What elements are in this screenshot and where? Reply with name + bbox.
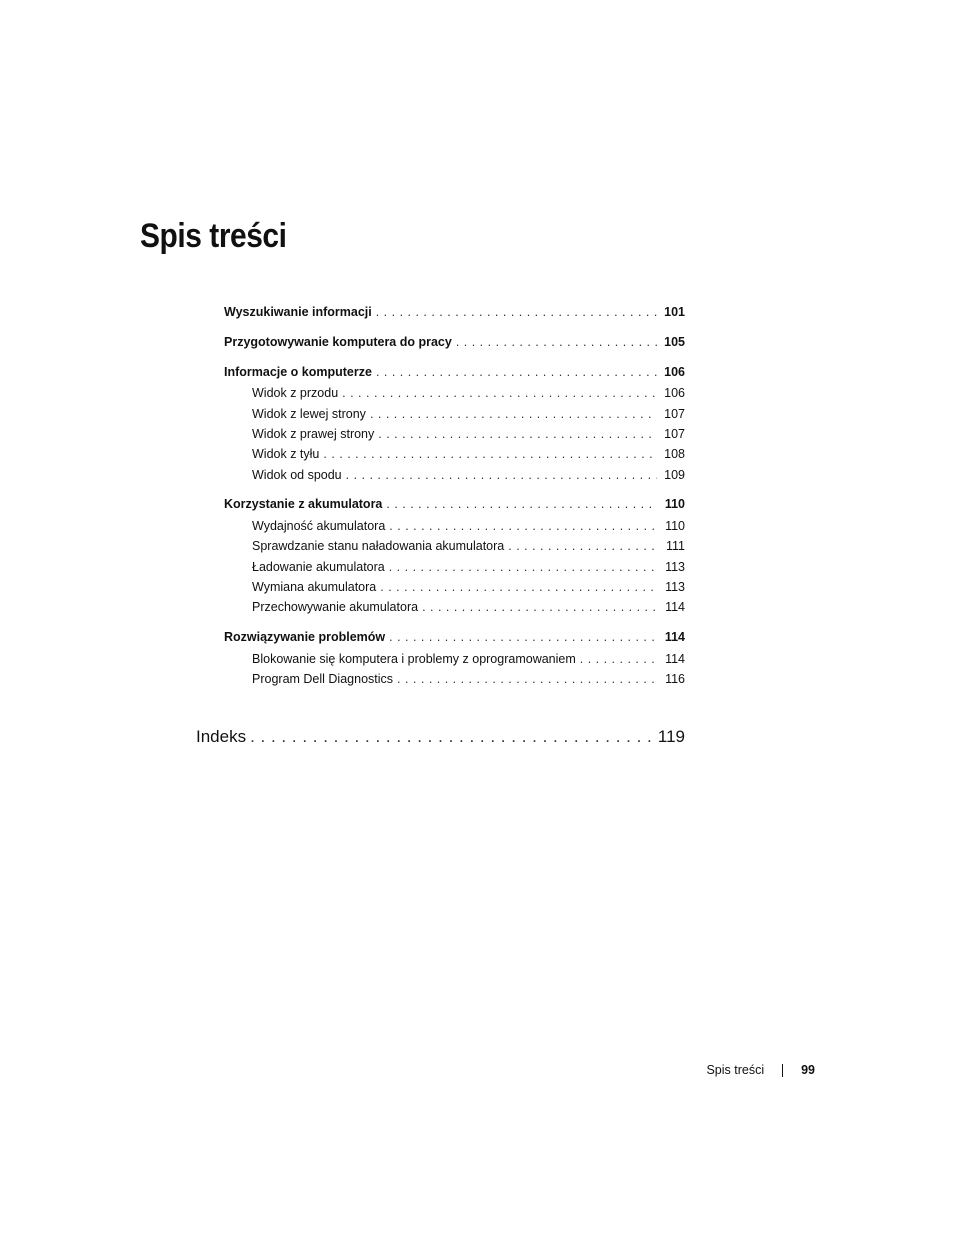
toc-dot-leader bbox=[378, 424, 657, 444]
toc-entry-page: 106 bbox=[664, 386, 685, 400]
toc-entry-wyszukiwanie-informacji[interactable] bbox=[224, 302, 685, 322]
toc-entry-blokowanie-sie-komputera[interactable] bbox=[252, 649, 685, 669]
toc-dot-leader bbox=[376, 362, 657, 382]
toc-entry-widok-z-przodu[interactable] bbox=[252, 383, 685, 403]
toc-entry-page: 105 bbox=[664, 335, 685, 349]
toc-dot-leader bbox=[346, 465, 657, 485]
footer-separator bbox=[782, 1064, 783, 1077]
toc-entry-page: 110 bbox=[665, 519, 685, 533]
toc-entry-wymiana-akumulatora[interactable] bbox=[252, 577, 685, 597]
toc-dot-leader bbox=[580, 649, 657, 669]
toc-dot-leader bbox=[397, 669, 657, 689]
toc-dot-leader bbox=[376, 302, 657, 322]
toc-dot-leader bbox=[389, 516, 657, 536]
footer-page-number: 99 bbox=[801, 1063, 815, 1077]
toc-entry-title: Wymiana akumulatora bbox=[252, 580, 377, 594]
toc-entry-ladowanie-akumulatora[interactable] bbox=[252, 557, 685, 577]
footer-section-label: Spis treści bbox=[706, 1063, 765, 1077]
toc-entry-page: 109 bbox=[664, 468, 685, 482]
toc-entry-page: 119 bbox=[657, 727, 685, 746]
page-footer bbox=[700, 1060, 815, 1080]
toc-entry-widok-od-spodu[interactable] bbox=[252, 465, 685, 485]
toc-dot-leader bbox=[508, 536, 657, 556]
toc-entry-page: 113 bbox=[665, 560, 685, 574]
toc-entry-wydajnosc-akumulatora[interactable] bbox=[252, 516, 685, 536]
toc-entry-page: 116 bbox=[665, 672, 685, 686]
toc-entry-title: Widok z prawej strony bbox=[252, 427, 375, 441]
toc-entry-rozwiazywanie-problemow[interactable] bbox=[224, 627, 685, 647]
toc-entry-page: 108 bbox=[664, 447, 685, 461]
toc-entry-page: 106 bbox=[664, 365, 685, 379]
toc-entry-title: Wydajność akumulatora bbox=[252, 519, 386, 533]
toc-entry-page: 107 bbox=[664, 407, 685, 421]
toc-dot-leader bbox=[389, 627, 657, 647]
toc-dot-leader bbox=[250, 724, 652, 750]
toc-entry-title: Widok z tyłu bbox=[252, 447, 320, 461]
toc-entry-page: 114 bbox=[665, 600, 685, 614]
toc-dot-leader bbox=[380, 577, 657, 597]
toc-entry-page: 113 bbox=[665, 580, 685, 594]
toc-dot-leader bbox=[386, 494, 657, 514]
toc-entry-title: Widok od spodu bbox=[252, 468, 342, 482]
toc-entry-przechowywanie-akumulatora[interactable] bbox=[252, 597, 685, 617]
toc-entry-title: Indeks bbox=[196, 727, 247, 746]
toc-entry-title: Przechowywanie akumulatora bbox=[252, 600, 419, 614]
toc-entry-title: Blokowanie się komputera i problemy z oprogramowaniem bbox=[252, 652, 576, 666]
toc-entry-title: Widok z przodu bbox=[252, 386, 339, 400]
toc-entry-title: Rozwiązywanie problemów bbox=[224, 630, 386, 644]
toc-entry-sprawdzanie-stanu[interactable] bbox=[252, 536, 685, 556]
toc-entry-title: Program Dell Diagnostics bbox=[252, 672, 394, 686]
toc-entry-indeks[interactable] bbox=[196, 724, 685, 750]
toc-entry-title: Widok z lewej strony bbox=[252, 407, 366, 421]
toc-entry-page: 114 bbox=[664, 630, 685, 644]
toc-dot-leader bbox=[342, 383, 657, 403]
toc-entry-page: 107 bbox=[664, 427, 685, 441]
toc-dot-leader bbox=[456, 332, 657, 352]
toc-entry-title: Ładowanie akumulatora bbox=[252, 560, 385, 574]
toc-entry-program-dell-diagnostics[interactable] bbox=[252, 669, 685, 689]
toc-dot-leader bbox=[389, 557, 657, 577]
toc-entry-przygotowywanie-komputera[interactable] bbox=[224, 332, 685, 352]
toc-entry-page: 111 bbox=[665, 539, 685, 553]
toc-entry-title: Przygotowywanie komputera do pracy bbox=[224, 335, 452, 349]
toc-dot-leader bbox=[323, 444, 657, 464]
toc-entry-page: 110 bbox=[664, 497, 685, 511]
toc-entry-title: Informacje o komputerze bbox=[224, 365, 372, 379]
toc-entry-informacje-o-komputerze[interactable] bbox=[224, 362, 685, 382]
toc-dot-leader bbox=[422, 597, 657, 617]
toc-entry-page: 101 bbox=[664, 305, 685, 319]
toc-entry-page: 114 bbox=[665, 652, 685, 666]
toc-entry-title: Wyszukiwanie informacji bbox=[224, 305, 372, 319]
toc-entry-korzystanie-z-akumulatora[interactable] bbox=[224, 494, 685, 514]
page-title: Spis treści bbox=[140, 217, 287, 255]
toc-entry-widok-z-tylu[interactable] bbox=[252, 444, 685, 464]
toc-entry-widok-z-prawej-strony[interactable] bbox=[252, 424, 685, 444]
toc-entry-title: Korzystanie z akumulatora bbox=[224, 497, 383, 511]
toc-entry-title: Sprawdzanie stanu naładowania akumulatora bbox=[252, 539, 505, 553]
toc-dot-leader bbox=[370, 404, 657, 424]
toc-entry-widok-z-lewej-strony[interactable] bbox=[252, 404, 685, 424]
